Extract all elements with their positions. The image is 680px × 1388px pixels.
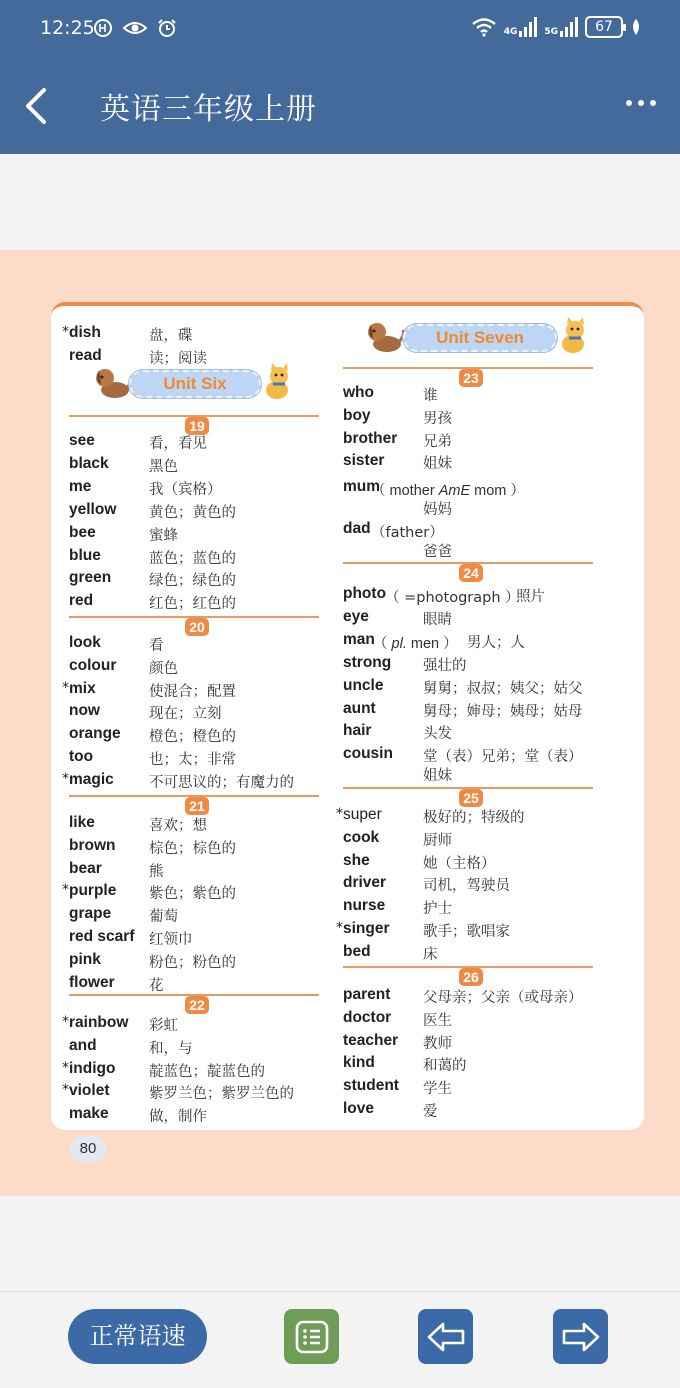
- meaning: 舅舅；叔叔；姨父；姑父: [423, 680, 583, 697]
- word: student: [343, 1077, 399, 1095]
- meaning: 和，与: [149, 1040, 193, 1057]
- section-number-badge: 21: [185, 797, 209, 815]
- page-number: 80: [70, 1136, 106, 1162]
- word: red scarf: [69, 928, 135, 945]
- list-item: [61, 951, 323, 973]
- list-item: [335, 745, 635, 785]
- net-4g-label: 4G: [503, 27, 518, 37]
- word: driver: [343, 874, 387, 892]
- optional-star: *: [62, 882, 69, 899]
- eye-icon: [122, 18, 148, 38]
- meaning: 学生: [423, 1081, 452, 1098]
- meaning: 爸爸: [423, 544, 452, 560]
- list-item: [61, 860, 323, 882]
- section-number-badge: 25: [459, 789, 483, 807]
- left-arrow-icon: [426, 1321, 466, 1353]
- list-item: [335, 1054, 635, 1076]
- next-page-button[interactable]: [553, 1309, 608, 1364]
- meaning: 姐妹: [423, 456, 452, 473]
- list-item: [61, 324, 323, 346]
- word: green: [69, 569, 112, 587]
- leaf-icon: [630, 18, 642, 36]
- word: bee: [69, 523, 96, 541]
- word: pink: [69, 950, 101, 968]
- list-item: [335, 897, 635, 919]
- word: orange: [69, 725, 121, 743]
- word-note-italic: AmE: [438, 483, 471, 499]
- word: magic: [69, 770, 114, 788]
- word: look: [69, 634, 101, 651]
- meaning: 紫色；紫色的: [149, 886, 236, 903]
- unit-seven-title: Unit Seven: [403, 324, 557, 352]
- meaning: 谁: [423, 388, 438, 404]
- word: purple: [69, 882, 117, 900]
- meaning: 不可思议的；有魔力的: [149, 774, 294, 791]
- optional-star: *: [62, 1059, 69, 1076]
- word: teacher: [343, 1031, 399, 1049]
- meaning: 舅母；婶母；姨母；姑母: [423, 703, 583, 720]
- meaning: 极好的；特级的: [423, 810, 525, 826]
- word-note: （: [373, 636, 392, 652]
- list-item: [335, 1077, 635, 1099]
- word-note-italic: pl.: [391, 636, 407, 652]
- bottom-toolbar: [0, 1291, 680, 1388]
- back-arrow-icon[interactable]: [18, 86, 52, 126]
- list-item: [61, 702, 323, 724]
- list-icon: [294, 1319, 330, 1355]
- word: she: [343, 851, 370, 869]
- list-item: [335, 654, 635, 676]
- optional-star: *: [336, 920, 343, 936]
- word: violet: [69, 1082, 110, 1100]
- list-item: [335, 478, 635, 518]
- wifi-icon: [471, 17, 497, 37]
- list-item: [61, 1082, 323, 1104]
- optional-star: *: [62, 1082, 69, 1099]
- list-item: [61, 1105, 323, 1127]
- meaning: 看，看见: [149, 436, 207, 452]
- word: doctor: [343, 1008, 392, 1026]
- word: yellow: [69, 500, 117, 518]
- word: uncle: [343, 676, 384, 694]
- word: indigo: [69, 1059, 116, 1077]
- word: mum: [343, 478, 381, 495]
- status-time: 12:25: [40, 17, 95, 39]
- word-note: （father）: [371, 525, 444, 541]
- list-item: [61, 905, 323, 927]
- word: mix: [69, 679, 96, 697]
- meaning: 我（宾格）: [149, 481, 222, 498]
- word: strong: [343, 654, 392, 671]
- book-page: [0, 250, 680, 1196]
- catalog-button[interactable]: [284, 1309, 339, 1364]
- list-item: [335, 806, 635, 828]
- list-item: [61, 592, 323, 614]
- word: colour: [69, 656, 117, 674]
- optional-star: *: [336, 806, 343, 822]
- page-title: 英语三年级上册: [100, 92, 317, 127]
- meaning: 熊: [149, 863, 164, 880]
- word: make: [69, 1105, 109, 1123]
- section-number-badge: 20: [185, 618, 209, 636]
- list-item: [335, 852, 635, 874]
- section-number-badge: 23: [459, 369, 483, 387]
- list-item: [61, 478, 323, 500]
- list-item: [335, 1100, 635, 1122]
- meaning: 医生: [423, 1012, 452, 1029]
- battery-indicator: 67: [585, 16, 623, 38]
- meaning: 花: [149, 977, 164, 994]
- meaning: 也；太；非常: [149, 752, 236, 768]
- meaning: 棕色；棕色的: [149, 840, 236, 857]
- meaning: 黑色: [149, 458, 178, 475]
- section-number-badge: 19: [185, 417, 209, 435]
- alarm-icon: [157, 18, 177, 38]
- meaning: 妈妈: [423, 502, 452, 518]
- section-number-badge: 26: [459, 968, 483, 986]
- meaning: 厨师: [423, 832, 452, 849]
- word: super: [343, 806, 382, 823]
- list-item: [61, 814, 323, 836]
- meaning: 父母亲；父亲（或母亲）: [423, 990, 583, 1006]
- list-item: [335, 384, 635, 406]
- list-item: [61, 748, 323, 770]
- word: bed: [343, 942, 371, 960]
- list-item: [335, 700, 635, 722]
- list-item: [335, 608, 635, 630]
- right-arrow-icon: [561, 1321, 601, 1353]
- signal-icon: [560, 17, 578, 37]
- word: now: [69, 702, 100, 720]
- list-item: [61, 432, 323, 454]
- list-item: [335, 920, 635, 942]
- list-item: [61, 547, 323, 569]
- word: bear: [69, 859, 102, 877]
- meaning: 眼睛: [423, 612, 452, 628]
- unit-six-banner: [91, 362, 301, 400]
- word: cousin: [343, 745, 393, 762]
- meaning: 红色；红色的: [149, 596, 236, 613]
- word: and: [69, 1036, 97, 1054]
- word: nurse: [343, 897, 386, 915]
- list-item: [335, 677, 635, 699]
- list-item: [61, 771, 323, 793]
- word: like: [69, 814, 95, 831]
- meaning: 她（主格）: [423, 855, 496, 872]
- meaning: 使混合；配置: [149, 683, 236, 700]
- meaning: 蓝色；蓝色的: [149, 550, 236, 567]
- vocabulary-card: [51, 302, 644, 1130]
- list-item: [335, 722, 635, 744]
- list-item: [61, 837, 323, 859]
- list-item: [335, 520, 635, 560]
- list-item: [61, 634, 323, 656]
- meaning: 紫罗兰色；紫罗兰色的: [149, 1086, 294, 1103]
- list-item: [61, 501, 323, 523]
- status-bar: [0, 0, 680, 58]
- list-item: [335, 452, 635, 474]
- meaning: 兄弟: [423, 433, 452, 450]
- list-item: [335, 943, 635, 965]
- list-item: [61, 680, 323, 702]
- meaning: 黄色；黄色的: [149, 504, 236, 521]
- meaning: 绿色；绿色的: [149, 573, 236, 590]
- meaning: 橙色；橙色的: [149, 729, 236, 746]
- meaning: 红领巾: [149, 932, 193, 948]
- optional-star: *: [62, 1014, 69, 1030]
- previous-page-button[interactable]: [418, 1309, 473, 1364]
- meaning: 教师: [423, 1035, 452, 1052]
- list-item: [61, 928, 323, 950]
- word: too: [69, 748, 94, 765]
- word: kind: [343, 1054, 375, 1072]
- list-item: [61, 524, 323, 546]
- list-item: [335, 407, 635, 429]
- word: red: [69, 592, 94, 610]
- speed-button[interactable]: 正常语速: [68, 1309, 207, 1364]
- meaning: 男孩: [423, 410, 452, 427]
- word: dad: [343, 520, 371, 537]
- word: brown: [69, 836, 116, 854]
- word-note: men ）: [406, 636, 458, 652]
- meaning: 强壮的: [423, 658, 467, 674]
- meaning: 喜欢；想: [149, 818, 207, 834]
- list-item: [335, 874, 635, 896]
- optional-star: *: [62, 770, 69, 787]
- list-item: [61, 974, 323, 996]
- meaning: 歌手；歌唱家: [423, 924, 510, 940]
- word: flower: [69, 973, 115, 991]
- meaning: 颜色: [149, 660, 178, 677]
- word: see: [69, 432, 95, 449]
- list-item: [61, 569, 323, 591]
- word: aunt: [343, 699, 376, 717]
- word: love: [343, 1100, 375, 1117]
- notification-icon: [93, 18, 113, 38]
- meaning: 司机，驾驶员: [423, 878, 510, 895]
- list-item: [335, 430, 635, 452]
- meaning: 头发: [423, 726, 452, 743]
- list-item: [335, 631, 635, 653]
- word-note: （ =photograph ）: [385, 590, 520, 606]
- list-item: [61, 1014, 323, 1036]
- word: eye: [343, 608, 369, 625]
- cat-icon: [259, 362, 301, 402]
- meaning: 彩虹: [149, 1018, 178, 1034]
- word: read: [69, 347, 102, 364]
- net-5g-label: 5G: [544, 27, 558, 37]
- meaning: 和蔼的: [423, 1058, 467, 1075]
- word: cook: [343, 828, 380, 846]
- word: brother: [343, 429, 398, 447]
- word: parent: [343, 986, 391, 1003]
- list-item: [61, 1060, 323, 1082]
- list-item: [335, 585, 635, 607]
- meaning: 靛蓝色；靛蓝色的: [149, 1063, 265, 1080]
- section-number-badge: 24: [459, 564, 483, 582]
- section-number-badge: 22: [185, 996, 209, 1014]
- list-item: [61, 882, 323, 904]
- meaning: 床: [423, 946, 438, 963]
- word: hair: [343, 722, 372, 740]
- meaning: 读；阅读: [149, 351, 207, 367]
- meaning: 男人；人: [467, 635, 525, 651]
- list-item: [335, 986, 635, 1008]
- signal-icon: [519, 17, 537, 37]
- cat-icon: [555, 316, 597, 356]
- meaning: 盘，碟: [149, 328, 193, 344]
- meaning: 照片: [516, 589, 545, 605]
- word: blue: [69, 546, 101, 564]
- word: grape: [69, 905, 112, 923]
- word: dish: [69, 324, 101, 341]
- word: who: [343, 384, 374, 401]
- more-icon[interactable]: [626, 96, 660, 110]
- meaning: 护士: [423, 901, 452, 918]
- meaning: 做，制作: [149, 1109, 207, 1126]
- unit-seven-banner: [363, 316, 599, 354]
- list-item: [61, 1037, 323, 1059]
- word-note: mom ）: [470, 483, 525, 499]
- list-item: [335, 1032, 635, 1054]
- dog-icon: [363, 316, 407, 356]
- meaning: 堂（表）兄弟；堂（表）: [423, 749, 583, 765]
- meaning: 爱: [423, 1104, 438, 1120]
- app-bar: [0, 58, 680, 154]
- word: rainbow: [69, 1014, 129, 1031]
- list-item: [335, 829, 635, 851]
- word: photo: [343, 585, 387, 602]
- word: black: [69, 454, 109, 472]
- word: man: [343, 631, 375, 648]
- word-note: （ mother: [371, 483, 439, 499]
- word: me: [69, 477, 92, 495]
- meaning: 现在；立刻: [149, 706, 222, 723]
- word: boy: [343, 406, 371, 424]
- meaning: 看: [149, 638, 164, 654]
- unit-six-title: Unit Six: [129, 370, 261, 398]
- signal-4g: [504, 17, 538, 37]
- list-item: [61, 455, 323, 477]
- list-item: [335, 1009, 635, 1031]
- word: sister: [343, 452, 385, 470]
- list-item: [61, 657, 323, 679]
- signal-5g: [544, 17, 578, 37]
- meaning: 粉色；粉色的: [149, 954, 236, 971]
- meaning: 蜜蜂: [149, 527, 178, 544]
- optional-star: *: [62, 679, 69, 696]
- optional-star: *: [62, 324, 69, 340]
- meaning: 姐妹: [423, 768, 452, 784]
- meaning: 葡萄: [149, 909, 178, 926]
- word: singer: [343, 920, 390, 937]
- list-item: [61, 725, 323, 747]
